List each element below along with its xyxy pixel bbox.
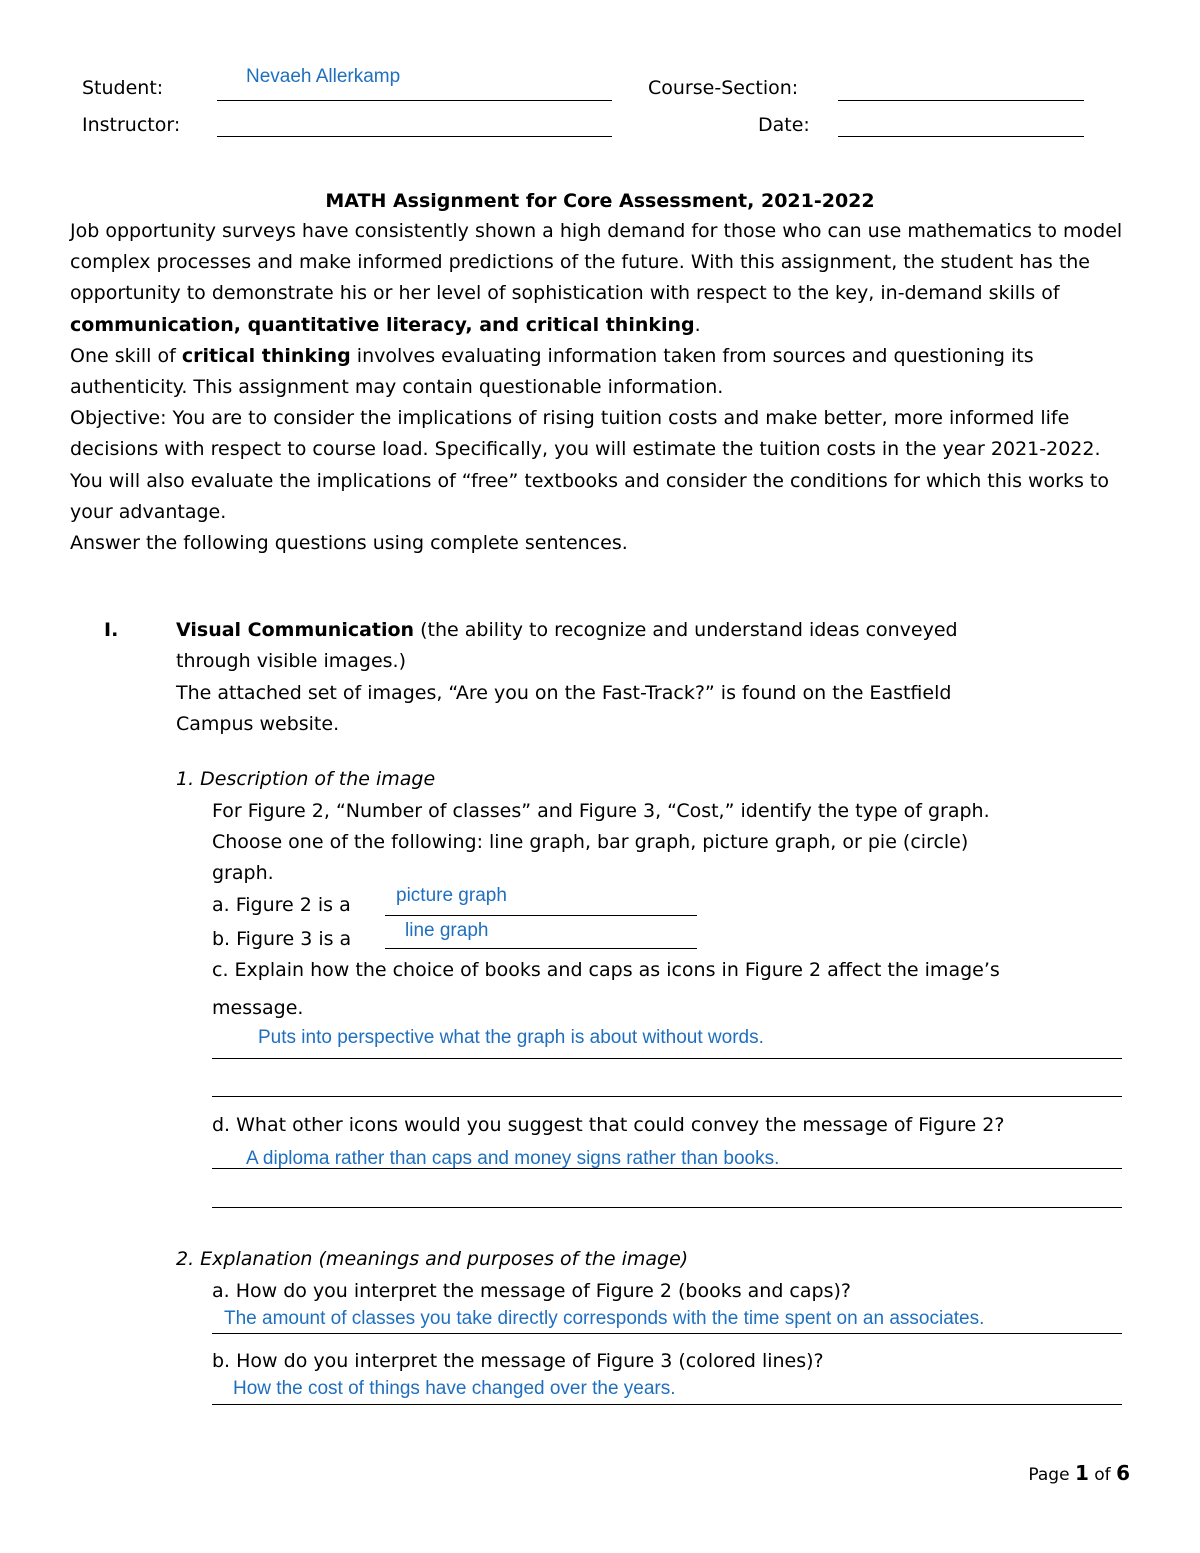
q1a-answer-line[interactable] <box>385 915 697 916</box>
section-numeral: I. <box>104 619 119 641</box>
q2b-answer[interactable]: How the cost of things have changed over the years. <box>233 1378 676 1399</box>
intro-paragraph-1: Job opportunity surveys have consistently shown a high demand for those who can use mathematics to model complex processes and make informed predictions of the future. With this assignment, the student has the opportunity to demonstrate his or her level of sophistication with respect to the key, in-demand skills of communication, quantitative literacy, and critical thinking. <box>70 220 1123 336</box>
q2a-line: a. How do you interpret the message of Figure 2 (books and caps)? <box>212 1280 851 1302</box>
section-heading-line2: through visible images.) <box>176 650 406 672</box>
q1b-label: b. Figure 3 is a <box>212 928 352 950</box>
student-name-value[interactable]: Nevaeh Allerkamp <box>246 66 401 87</box>
date-label: Date: <box>758 114 810 136</box>
course-section-field[interactable] <box>838 100 1084 101</box>
q1d-answer[interactable]: A diploma rather than caps and money signs rather than books. <box>246 1148 780 1169</box>
intro-paragraph-2: One skill of critical thinking involves evaluating information taken from sources and questioning its authenticity. This assignment may contain questionable information. <box>70 344 1034 399</box>
critical-thinking-bold: critical thinking <box>181 344 351 367</box>
page-number: Page 1 of 6 <box>1028 1461 1130 1485</box>
key-skills-bold: communication, quantitative literacy, and critical thinking <box>70 313 695 336</box>
instructions-paragraph: Answer the following questions using complete sentences. <box>70 532 628 555</box>
objective-paragraph: Objective: You are to consider the implications of rising tuition costs and make better, more informed life decisions with respect to course load. Specifically, you will estimate the tuition costs in the year 2021-2022. You will also evaluate the implications of “free” textbooks and consider the conditions for which this works to your advantage. <box>70 407 1110 523</box>
course-section-label: Course-Section: <box>648 77 799 99</box>
q1c-answer[interactable]: Puts into perspective what the graph is about without words. <box>258 1027 764 1048</box>
q1d-line: d. What other icons would you suggest that could convey the message of Figure 2? <box>212 1114 1005 1136</box>
instructor-field[interactable] <box>217 136 612 137</box>
q2b-answer-line[interactable] <box>212 1404 1122 1405</box>
section-heading: Visual Communication (the ability to recognize and understand ideas conveyed <box>176 619 958 641</box>
q1b-answer[interactable]: line graph <box>405 920 489 941</box>
q1d-answer-line-2[interactable] <box>212 1207 1122 1208</box>
section-desc-line1: The attached set of images, “Are you on the Fast-Track?” is found on the Eastfield <box>176 682 952 704</box>
q1-prompt-line3: graph. <box>212 862 274 884</box>
q1a-answer[interactable]: picture graph <box>396 885 507 906</box>
section-desc-line2: Campus website. <box>176 713 340 735</box>
q1-title: 1. Description of the image <box>176 768 436 790</box>
q1a-label: a. Figure 2 is a <box>212 894 351 916</box>
q1c-line2: message. <box>212 997 304 1019</box>
q1-prompt-line2: Choose one of the following: line graph, bar graph, picture graph, or pie (circle) <box>212 831 969 853</box>
q1b-answer-line[interactable] <box>385 948 697 949</box>
q1c-answer-line-2[interactable] <box>212 1096 1122 1097</box>
q1-prompt-line1: For Figure 2, “Number of classes” and Figure 3, “Cost,” identify the type of graph. <box>212 800 990 822</box>
intro-text <box>70 216 1135 559</box>
student-label: Student: <box>82 77 164 99</box>
q2a-answer[interactable]: The amount of classes you take directly corresponds with the time spent on an associates. <box>224 1308 985 1329</box>
date-field[interactable] <box>838 136 1084 137</box>
instructor-label: Instructor: <box>82 114 181 136</box>
q2a-answer-line[interactable] <box>212 1333 1122 1334</box>
q2b-line: b. How do you interpret the message of Figure 3 (colored lines)? <box>212 1350 824 1372</box>
q1c-line1: c. Explain how the choice of books and caps as icons in Figure 2 affect the image’s <box>212 959 1000 981</box>
q2-title: 2. Explanation (meanings and purposes of the image) <box>176 1248 689 1270</box>
assignment-title: MATH Assignment for Core Assessment, 2021-2022 <box>325 190 875 212</box>
q1c-answer-line-1[interactable] <box>212 1058 1122 1059</box>
student-field[interactable] <box>217 100 612 101</box>
